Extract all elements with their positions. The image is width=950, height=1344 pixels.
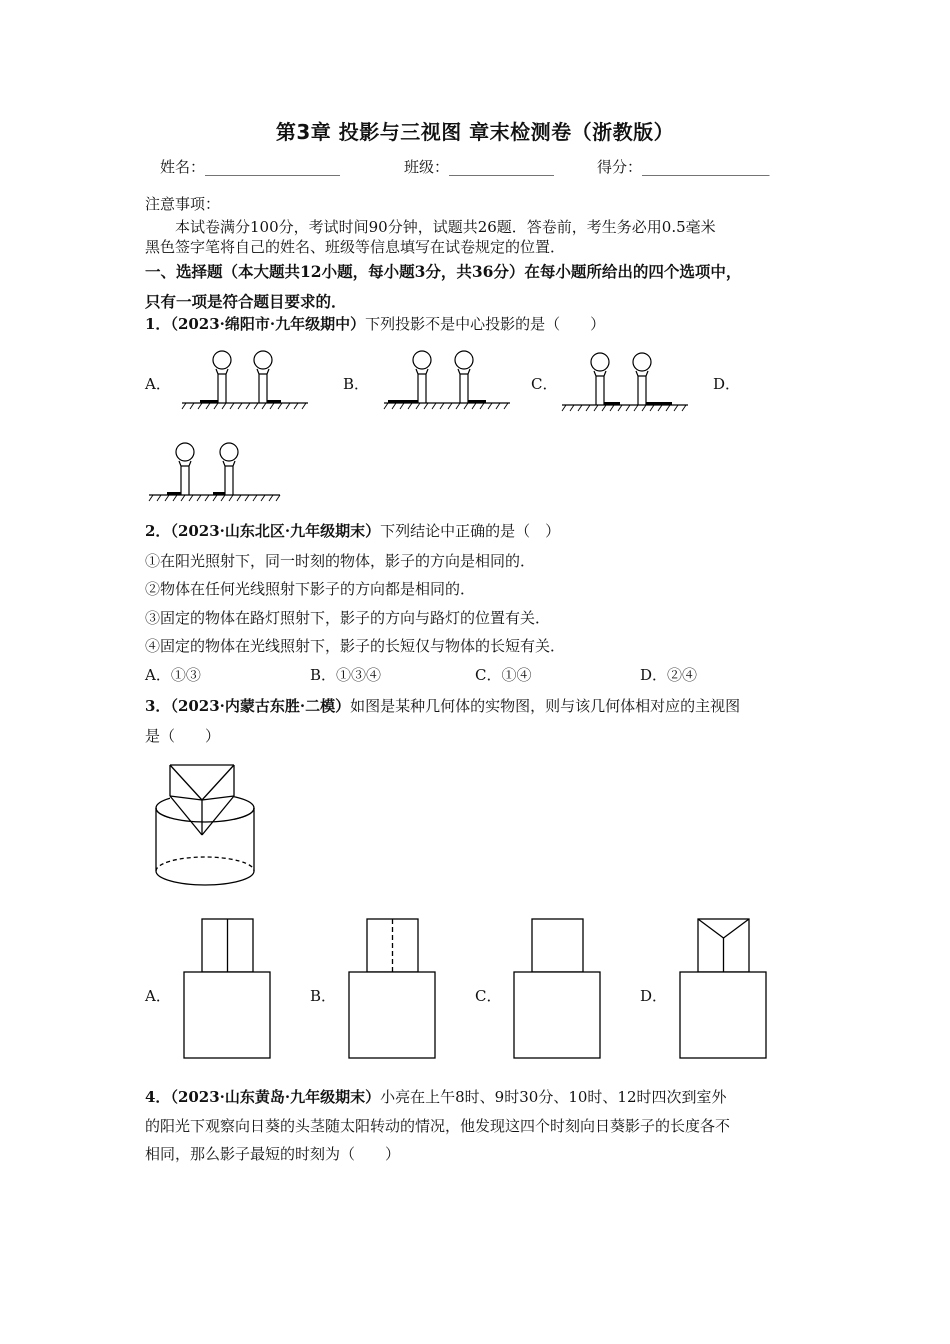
q2-statement-3: ③固定的物体在路灯照射下，影子的方向与路灯的位置有关． <box>145 609 551 627</box>
question-4 <box>145 1086 727 1107</box>
q3-view-d <box>679 918 769 1060</box>
q2-option-a[interactable]: A．①③ <box>145 666 201 684</box>
q1-figure-d <box>147 440 282 502</box>
q1-number: 1． <box>145 315 171 333</box>
q3-number: 3． <box>145 697 171 715</box>
question-2 <box>145 520 560 541</box>
q3-text-line-2: 是（ ） <box>145 727 221 745</box>
q3-source: （2023·内蒙古东胜·二模） <box>170 697 351 715</box>
q2-statement-1: ①在阳光照射下，同一时刻的物体，影子的方向是相同的． <box>145 552 536 570</box>
q1-figure-c <box>560 350 690 412</box>
name-line: __________________ <box>205 158 341 176</box>
q1-option-a[interactable]: A． <box>145 375 171 393</box>
name-field[interactable] <box>160 156 340 177</box>
class-line: ______________ <box>449 158 555 176</box>
q3-option-d[interactable]: D． <box>640 987 668 1005</box>
q3-text-line-1: 如图是某种几何体的实物图，则与该几何体相对应的主视图 <box>350 697 741 715</box>
q4-text-line-2: 的阳光下观察向日葵的头茎随太阳转动的情况，他发现这四个时刻向日葵影子的长度各不 <box>145 1117 731 1135</box>
q1-text: 下列投影不是中心投影的是（ ） <box>365 315 606 333</box>
q1-option-b[interactable]: B． <box>343 375 370 393</box>
q1-option-d[interactable]: D． <box>713 375 741 393</box>
score-line: _________________ <box>642 158 770 176</box>
q4-text-line-1: 小亮在上午8时、9时30分、10时、12时四次到室外 <box>380 1088 727 1106</box>
question-3 <box>145 695 740 716</box>
q2-source: （2023·山东北区·九年级期末） <box>170 522 381 540</box>
q3-view-a <box>183 918 273 1060</box>
notice-line-2: 黑色签字笔将自己的姓名、班级等信息填写在试卷规定的位置． <box>145 238 566 256</box>
q3-option-b[interactable]: B． <box>310 987 337 1005</box>
class-field[interactable] <box>404 156 554 177</box>
q2-number: 2． <box>145 522 171 540</box>
q2-option-d[interactable]: D．②④ <box>640 666 698 684</box>
q3-view-b <box>348 918 438 1060</box>
q4-source: （2023·山东黄岛·九年级期末） <box>170 1088 381 1106</box>
q2-option-b[interactable]: B．①③④ <box>310 666 382 684</box>
q2-statement-4: ④固定的物体在光线照射下，影子的长短仅与物体的长短有关． <box>145 637 566 655</box>
q4-number: 4． <box>145 1088 171 1106</box>
score-field[interactable] <box>597 156 770 177</box>
q1-option-c[interactable]: C． <box>531 375 558 393</box>
q1-figure-b <box>382 348 512 410</box>
q1-figure-a <box>180 348 310 410</box>
question-1 <box>145 313 605 334</box>
notice-line-1: 本试卷满分100分，考试时间90分钟，试题共26题．答卷前，考生务必用0.5毫米 <box>175 218 716 236</box>
q3-view-c <box>513 918 603 1060</box>
notice-heading: 注意事项： <box>145 195 221 213</box>
q3-solid-figure <box>150 760 265 890</box>
q2-option-c[interactable]: C．①④ <box>475 666 532 684</box>
score-label: 得分： <box>597 158 643 176</box>
q4-text-line-3: 相同，那么影子最短的时刻为（ ） <box>145 1145 401 1163</box>
q1-source: （2023·绵阳市·九年级期中） <box>170 315 366 333</box>
q2-statement-2: ②物体在任何光线照射下影子的方向都是相同的． <box>145 580 476 598</box>
name-label: 姓名： <box>160 158 206 176</box>
section-heading-line-2: 只有一项是符合题目要求的． <box>145 292 347 311</box>
q3-option-c[interactable]: C． <box>475 987 502 1005</box>
class-label: 班级： <box>404 158 450 176</box>
page-title: 第3章 投影与三视图 章末检测卷（浙教版） <box>275 120 675 144</box>
q2-text: 下列结论中正确的是（ ） <box>380 522 561 540</box>
section-heading-line-1: 一、选择题（本大题共12小题，每小题3分，共36分）在每小题所给出的四个选项中， <box>145 262 742 281</box>
q3-option-a[interactable]: A． <box>145 987 171 1005</box>
